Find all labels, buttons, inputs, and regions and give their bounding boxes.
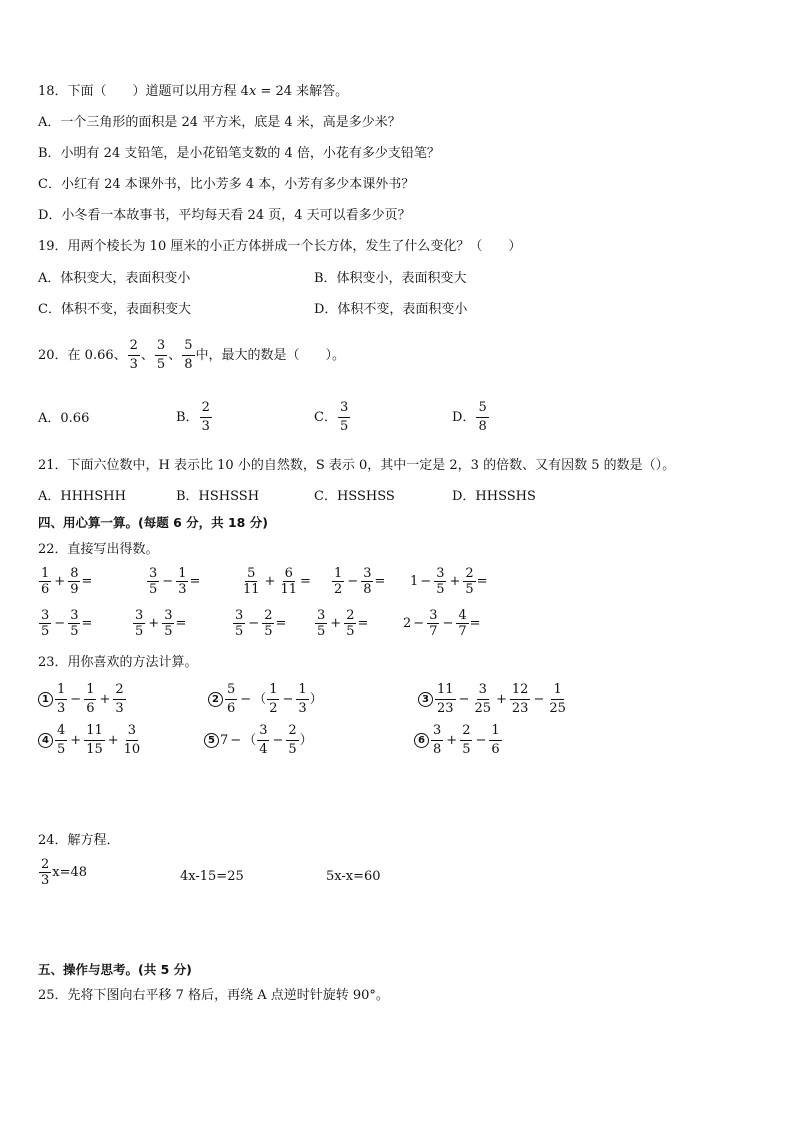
q21-option-b: B．HSHSSH (176, 489, 260, 504)
q22-r1-1: 1 6 + $\frac{8}{9}$ = (41, 566, 93, 597)
q20-option-a: A．0.66 (38, 411, 90, 426)
circled-number: 2 (208, 692, 223, 707)
q24-equation-2: 4x-15=25 (180, 869, 244, 884)
q22-r2-2: 3 5 + $\frac{3}{5}$ = (135, 608, 187, 639)
q23-expr-4: 4 4 5 + $\frac{11}{15}$ + $\frac{3}{10}$ (38, 722, 143, 759)
q24-equation-1: 2 3 x=48 (41, 857, 88, 888)
q24-stem: 24．解方程． (38, 833, 120, 848)
q24-equation-3: 5x-x=60 (326, 869, 381, 884)
q22-r2-1: 3 5 − $\frac{3}{5}$ = (41, 608, 93, 639)
fraction: 3 5 (156, 338, 166, 372)
section-4-title: 四、用心算一算。(每题 6 分，共 18 分) (38, 515, 268, 530)
q21-option-a: A．HHHSHH (38, 489, 126, 504)
q18-option-b: B．小明有 24 支铅笔，是小花铅笔支数的 4 倍，小花有多少支铅笔？ (38, 146, 440, 161)
q20-stem: 20．在 0.66、 2 3 、 3 5 、 5 8 中，最大的数是（ ）。 (38, 338, 346, 372)
q23-expr-1: 1 1 3 − $\frac{1}{6}$ + $\frac{2}{3}$ (38, 681, 127, 718)
q19-option-a: A．体积变大，表面积变小 (38, 271, 191, 286)
q18-option-c: C．小红有 24 本课外书，比小芳多 4 本，小芳有多少本课外书？ (38, 177, 415, 192)
q23-expr-2: 2 5 6 − （ 1 2 − $\frac{1}{3}$ ） (208, 681, 323, 718)
q25-stem: 25．先将下图向右平移 7 格后，再绕 A 点逆时针旋转 90°。 (38, 988, 389, 1003)
section-5-title: 五、操作与思考。(共 5 分) (38, 962, 192, 977)
q19-option-d: D．体积不变，表面积变小 (314, 302, 468, 317)
q23-expr-6: 6 3 8 + $\frac{2}{5}$ − $\frac{1}{6}$ (414, 722, 503, 759)
q23-stem: 23．用你喜欢的方法计算。 (38, 655, 198, 670)
q20-option-c: C． 3 5 (314, 400, 349, 434)
q22-r2-4: 3 5 + $\frac{2}{5}$ = (317, 608, 369, 639)
q18-option-d: D．小冬看一本故事书，平均每天看 24 页，4 天可以看多少页？ (38, 208, 411, 223)
circled-number: 6 (414, 733, 429, 748)
q22-r1-5: 1 − $\frac{3}{5}$ + $\frac{2}{5}$ = (410, 566, 488, 597)
fraction: 5 8 (184, 338, 193, 372)
q18-stem: 18．下面（ ）道题可以用方程 4x = 24 来解答。 (38, 84, 349, 99)
q21-option-d: D．HHSSHS (452, 489, 536, 504)
q22-r2-5: 2 − $\frac{3}{7}$ − $\frac{4}{7}$ = (403, 608, 481, 639)
q21-option-c: C．HSSHSS (314, 489, 395, 504)
q23-expr-5: 5 7 − （ 3 4 − $\frac{2}{5}$ ） (204, 722, 313, 759)
q21-stem: 21．下面六位数中，H 表示比 10 小的自然数，S 表示 0，其中一定是 2，3 的倍数、又有因数 5 的数是（）。 (38, 458, 676, 473)
circled-number: 3 (418, 692, 433, 707)
circled-number: 4 (38, 733, 53, 748)
q22-r2-3: 3 5 − $\frac{2}{5}$ = (235, 608, 287, 639)
q22-r1-3: 5 11 + $\frac{6}{11}$ = (243, 566, 311, 597)
q20-option-b: B． 2 3 (176, 400, 210, 434)
q20-option-d: D． 5 8 (452, 400, 487, 434)
q22-stem: 22．直接写出得数。 (38, 542, 159, 557)
q18-option-a: A．一个三角形的面积是 24 平方米，底是 4 米，高是多少米？ (38, 115, 401, 130)
fraction: 2 3 (129, 338, 138, 372)
circled-number: 1 (38, 692, 53, 707)
q22-r1-2: 3 5 − $\frac{1}{3}$ = (149, 566, 201, 597)
circled-number: 5 (204, 733, 219, 748)
q19-option-b: B．体积变小，表面积变大 (314, 271, 467, 286)
q19-stem: 19．用两个棱长为 10 厘米的小正方体拼成一个长方体，发生了什么变化？（ ） (38, 239, 522, 254)
q23-expr-3: 3 11 23 − $\frac{3}{25}$ + $\frac{12}{23}$ − $\frac{1}{25}$ (418, 681, 569, 718)
q22-r1-4: 1 2 − $\frac{3}{8}$ = (334, 566, 386, 597)
q19-option-c: C．体积不变，表面积变大 (38, 302, 191, 317)
